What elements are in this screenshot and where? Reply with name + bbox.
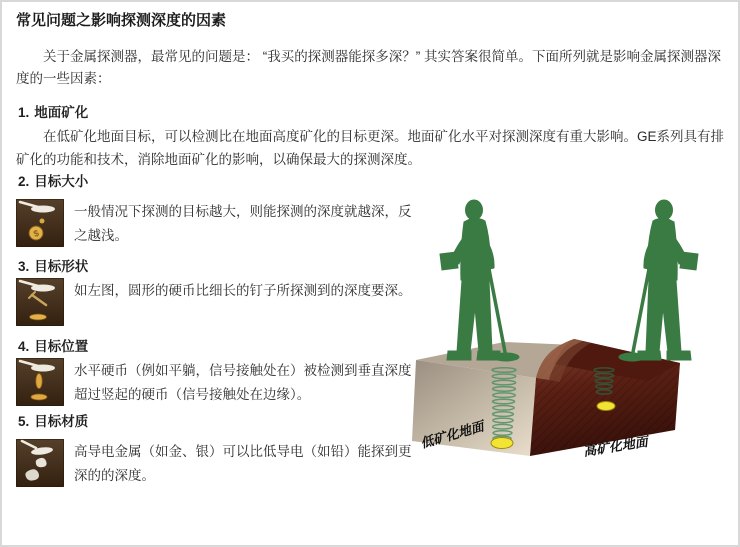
coin-deep	[491, 438, 513, 449]
ground-label-high: 高矿化地面	[582, 433, 649, 459]
section-heading	[16, 173, 414, 191]
target-material-icon	[16, 439, 64, 487]
section-number: 5.	[18, 414, 30, 429]
ground-label-low: 低矿化地面	[418, 418, 486, 451]
section-body: 水平硬币（例如平躺，信号接触处在）被检测到垂直深度超过竖起的硬币（信号接触处在边缘）。	[74, 363, 412, 402]
coin-symbol: $	[32, 227, 41, 240]
section-title: 目标大小	[34, 174, 89, 189]
section-heading	[16, 258, 414, 276]
page-title: 常见问题之影响探测深度的因素	[16, 12, 227, 29]
section-number: 3.	[18, 259, 30, 274]
section-target-shape	[16, 258, 414, 326]
section-body: 如左图，圆形的硬币比细长的钉子所探测到的深度要深。	[74, 283, 412, 298]
section-target-size	[16, 173, 414, 248]
intro-paragraph: 关于金属探测器，最常见的问题是： “我买的探测器能探多深？” 其实答案很简单。下面所列就是影响金属探测器深度的一些因素：	[16, 49, 721, 86]
section-number: 1.	[18, 105, 30, 120]
section-heading	[16, 104, 724, 122]
mineralization-illustration	[408, 194, 740, 476]
section-number: 4.	[18, 339, 30, 354]
detectorist-left	[440, 200, 519, 361]
section-title: 目标位置	[34, 339, 89, 354]
target-position-icon	[16, 358, 64, 406]
coin-shallow	[597, 402, 615, 411]
target-shape-icon	[16, 278, 64, 326]
section-heading	[16, 338, 414, 356]
section-number: 2.	[18, 174, 30, 189]
section-body: 一般情况下探测的目标越大，则能探测的深度就越深，反之越浅。	[74, 204, 412, 243]
detectorist-right	[619, 200, 698, 361]
section-body: 在低矿化地面目标，可以检测比在地面高度矿化的目标更深。地面矿化水平对探测深度有重大影响。GE系列具有排矿化的功能和技术，消除地面矿化的影响，以确保最大的探测深度。	[16, 129, 725, 167]
section-title: 地面矿化	[34, 105, 89, 120]
section-ground-mineralization	[16, 104, 724, 171]
section-target-position	[16, 338, 414, 407]
section-body: 高导电金属（如金、银）可以比低导电（如铅）能探到更深的的深度。	[74, 444, 412, 483]
target-size-icon	[16, 199, 64, 247]
section-title: 目标形状	[34, 259, 89, 274]
section-heading	[16, 413, 414, 431]
section-target-material	[16, 413, 414, 488]
section-title: 目标材质	[34, 414, 89, 429]
